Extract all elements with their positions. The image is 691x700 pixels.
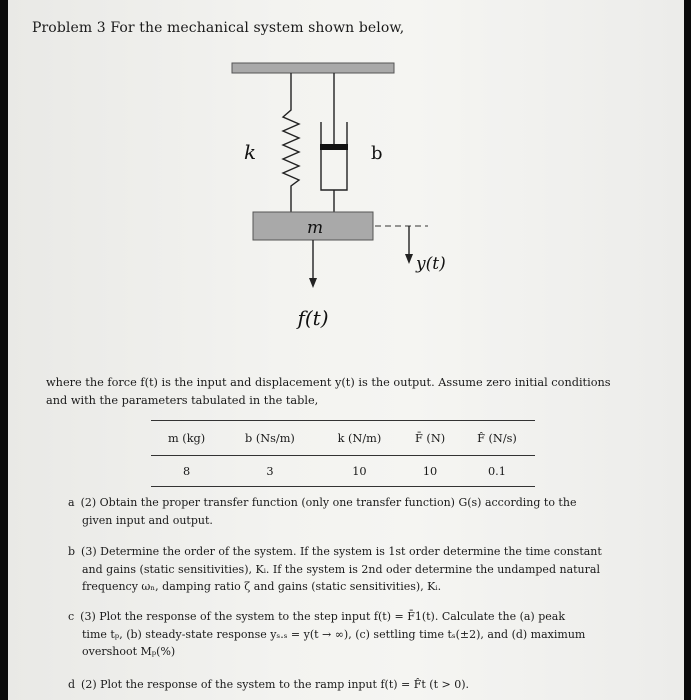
table-header-row bbox=[151, 421, 535, 456]
question-d bbox=[68, 676, 646, 694]
fixed-wall bbox=[232, 63, 394, 73]
table-header-cell: F̂ (N/s) bbox=[459, 421, 535, 456]
table-cell: 3 bbox=[222, 456, 317, 487]
force-label: f(t) bbox=[297, 306, 329, 330]
displacement-arrow-icon bbox=[405, 254, 413, 264]
intro-paragraph bbox=[46, 374, 646, 410]
question-line: (2) Obtain the proper transfer function (only one transfer function) G(s) according to the bbox=[80, 496, 577, 509]
table-cell: 8 bbox=[151, 456, 222, 487]
damper bbox=[320, 73, 348, 212]
question-b bbox=[68, 543, 646, 596]
question-line: and gains (static sensitivities), Kᵢ. If the system is 2nd oder determine the undamped natural bbox=[82, 562, 600, 576]
table-header-cell: b (Ns/m) bbox=[222, 421, 317, 456]
question-line: frequency ωₙ, damping ratio ζ and gains (static sensitivities), Kᵢ. bbox=[82, 580, 442, 593]
question-line: overshoot Mₚ(%) bbox=[82, 645, 176, 658]
intro-line: where the force f(t) is the input and displacement y(t) is the output. Assume zero initial conditions bbox=[46, 376, 611, 389]
question-line: (2) Plot the response of the system to the ramp input f(t) = F̂t (t > 0). bbox=[81, 678, 469, 691]
force-arrow bbox=[309, 240, 317, 288]
table-cell: 10 bbox=[401, 456, 459, 487]
question-label: a bbox=[68, 496, 75, 509]
question-c bbox=[68, 608, 646, 661]
problem-sheet bbox=[8, 0, 684, 700]
question-label: c bbox=[68, 610, 75, 623]
table-cell: 0.1 bbox=[459, 456, 535, 487]
mass-spring-damper-diagram bbox=[8, 0, 684, 370]
question-line: (3) Determine the order of the system. If the system is 1st order determine the time constant bbox=[81, 545, 602, 558]
question-line: (3) Plot the response of the system to the step input f(t) = F̄1(t). Calculate the (a) peak bbox=[80, 610, 565, 623]
table-header-cell: k (N/m) bbox=[318, 421, 402, 456]
question-line: time tₚ, (b) steady-state response yₛ.ₛ = y(t → ∞), (c) settling time tₛ(±2), and (d) maximum bbox=[82, 627, 586, 641]
question-label: b bbox=[68, 545, 76, 558]
force-arrow-icon bbox=[309, 278, 317, 288]
mass-label: m bbox=[306, 218, 324, 238]
parameter-table bbox=[151, 420, 535, 487]
question-label: d bbox=[68, 678, 76, 691]
displacement-label: y(t) bbox=[416, 254, 446, 274]
damper-label: b bbox=[371, 143, 383, 164]
spring bbox=[283, 73, 299, 212]
question-line: given input and output. bbox=[82, 513, 213, 527]
table-header-cell: F̄ (N) bbox=[401, 421, 459, 456]
question-a bbox=[68, 494, 646, 529]
spring-label: k bbox=[244, 140, 257, 164]
problem-title: Problem 3 For the mechanical system shown below, bbox=[32, 20, 405, 36]
intro-line: and with the parameters tabulated in the table, bbox=[46, 394, 319, 407]
table-row bbox=[151, 456, 535, 487]
table-header-cell: m (kg) bbox=[151, 421, 222, 456]
table-cell: 10 bbox=[318, 456, 402, 487]
